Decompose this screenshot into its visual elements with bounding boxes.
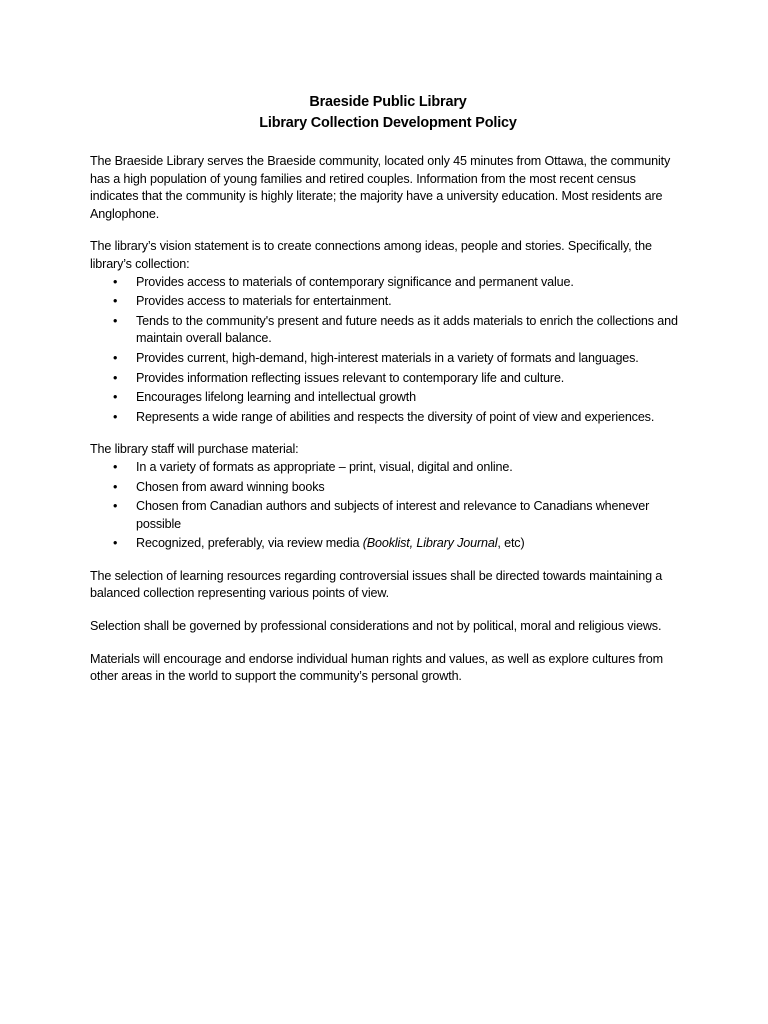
list-item: • Provides current, high-demand, high-interest materials in a variety of formats and languages. [90, 350, 686, 368]
list-item: • Recognized, preferably, via review media (Booklist, Library Journal, etc) [90, 535, 686, 553]
intro-paragraph: The Braeside Library serves the Braeside community, located only 45 minutes from Ottawa, the community has a high population of young families and retired couples. Information from the most recent census indicates that the community is highly literate; the majority have a university education. Most residents are Anglophone. [90, 154, 671, 221]
bullet-icon: • [113, 409, 118, 424]
list-item: • Represents a wide range of abilities and respects the diversity of point of view and experiences. [90, 409, 686, 427]
bullet-icon: • [113, 350, 118, 365]
italic-text: (Booklist, Library Journal [362, 536, 498, 551]
title-block [90, 92, 686, 134]
purchase-lead: The library staff will purchase material: [90, 442, 299, 457]
document-page [90, 92, 686, 701]
list-item: • In a variety of formats as appropriate – print, visual, digital and online. [90, 459, 686, 477]
bullet-icon: • [113, 479, 118, 494]
list-item: • Chosen from award winning books [90, 479, 686, 497]
controversial-issues-paragraph: The selection of learning resources regarding controversial issues shall be directed towards maintaining a balanced collection representing various points of view. [90, 568, 663, 601]
document-subtitle: Library Collection Development Policy [259, 115, 517, 131]
bullet-icon: • [113, 499, 118, 514]
vision-bullet-list [90, 274, 686, 427]
list-item: • Provides access to materials of contemporary significance and permanent value. [90, 274, 686, 292]
selection-paragraph: Selection shall be governed by professional considerations and not by political, moral and religious views. [90, 619, 662, 634]
bullet-icon: • [113, 370, 118, 385]
bullet-icon: • [113, 313, 118, 328]
list-item: • Tends to the community's present and future needs as it adds materials to enrich the collections and maintain overall balance. [113, 313, 678, 346]
human-rights-paragraph: Materials will encourage and endorse individual human rights and values, as well as explore cultures from other areas in the world to support the community’s personal growth. [90, 651, 663, 684]
purchase-bullet-list [90, 459, 686, 553]
bullet-icon: • [113, 459, 118, 474]
vision-lead: The library’s vision statement is to create connections among ideas, people and stories. Specifically, the library’s collection: [90, 239, 652, 271]
bullet-icon: • [113, 294, 118, 309]
list-item: • Provides access to materials for entertainment. [90, 293, 686, 311]
list-item: • Provides information reflecting issues relevant to contemporary life and culture. [90, 370, 686, 388]
list-item: • Encourages lifelong learning and intellectual growth [90, 389, 686, 407]
bullet-icon: • [113, 274, 118, 289]
bullet-icon: • [113, 536, 118, 551]
bullet-icon: • [113, 390, 118, 405]
list-item: • Chosen from Canadian authors and subjects of interest and relevance to Canadians whenever possible [113, 499, 650, 531]
document-title: Braeside Public Library [309, 94, 467, 110]
